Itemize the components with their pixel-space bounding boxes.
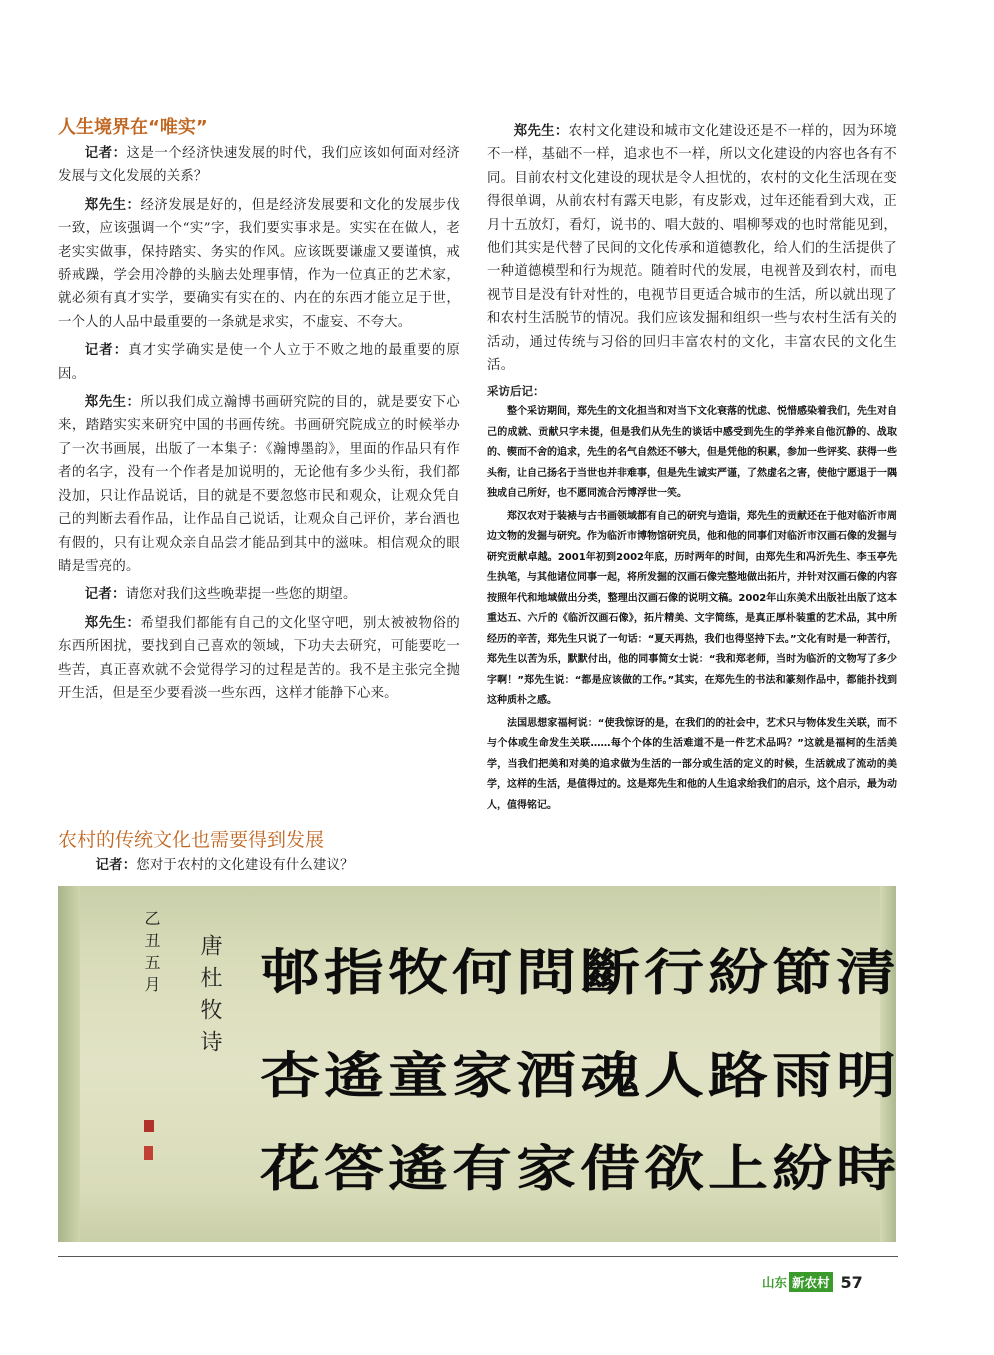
- calligraphy-character: 問: [516, 944, 576, 1002]
- speaker-label: 记者：: [84, 145, 127, 161]
- calligraphy-character: 花: [260, 1140, 320, 1198]
- speaker-label: 记者：: [95, 857, 137, 873]
- calligraphy-character: 上: [708, 1140, 768, 1198]
- section-rural-culture: [58, 828, 878, 877]
- paragraph: [58, 612, 460, 706]
- calligraphy-character: 紛: [708, 944, 768, 1002]
- paragraph-text: 农村文化建设和城市文化建设还是不一样的，因为环境不一样，基础不一样，追求也不一样，所以文化建设的内容也各有不同。目前农村文化建设的现状是令人担忧的，农村的文化生活现在变得很单调，从前农村有露天电影，有皮影戏，过年还能看到大戏，正月十五放灯，看灯，说书的、唱大鼓的、唱柳琴戏的也时常能见到，他们其实是代替了民间的文化传承和道德教化，给人们的生活提供了一种道德模型和行为规范。随着时代的发展，电视普及到农村，而电视节目是没有针对性的，电视节目更适合城市的生活，所以就出现了和农村生活脱节的情况。我们应该发掘和组织一些与农村生活有关的活动，通过传统与习俗的回归丰富农村的文化，丰富农民的文化生活。: [487, 124, 897, 374]
- calligraphy-character: 邨: [260, 944, 320, 1002]
- calligraphy-row: [258, 1134, 896, 1204]
- calligraphy-character: 遙: [388, 1140, 448, 1198]
- calligraphy-character: 答: [324, 1140, 384, 1198]
- speaker-label: 郑先生：: [84, 614, 141, 631]
- afterword-title: 采访后记：: [487, 384, 545, 399]
- calligraphy-row: [258, 938, 896, 1008]
- calligraphy-character: 時: [836, 1140, 896, 1198]
- paragraph-text: 所以我们成立瀚博书画研究院的目的，就是要安下心来，踏踏实实来研究中国的书画传统。书画研究院成立的时候举办了一次书画展，出版了一本集子：《瀚博墨韵》，里面的作品只有作者的名字，没有一个作者是加说明的，无论他有多少头衔，我们都没加，只让作品说话，目的就是不要忽悠市民和观众，让观众凭自己的判断去看作品，让作品自己说话，让观众自己评价，茅台酒也有假的，只有让观众亲自品尝才能品到其中的滋味。相信观众的眼睛是雪亮的。: [58, 395, 460, 574]
- paragraph: [58, 194, 460, 334]
- calligraphy-character: 杏: [260, 1047, 320, 1105]
- paragraph: [58, 583, 460, 606]
- scroll-edge-left: [58, 886, 80, 1242]
- magazine-logo: [762, 1272, 833, 1292]
- calligraphy-character: 家: [452, 1047, 512, 1105]
- calligraphy-character: 魂: [580, 1047, 640, 1105]
- paragraph-text: 请您对我们这些晚辈提一些您的期望。: [125, 587, 357, 603]
- paragraph: [58, 339, 460, 386]
- inscription-author: 唐杜牧诗: [197, 934, 222, 1062]
- afterword-paragraph: 法国思想家福柯说：“使我惊讶的是，在我们的的社会中，艺术只与物体发生关联，而不与个体或生命发生关联……每个个体的生活难道不是一件艺术品吗？”这就是福柯的生活美学，当我们把美和对美的追求做为生活的一部分或生活的定义的时候，生活就成了流动的美学，这样的生活，是值得过的。这是郑先生和他的人生追求给我们的启示，这个启示，最为动人，值得铭记。: [487, 717, 897, 811]
- inscription-date: 乙丑五月: [142, 910, 161, 998]
- seal-stamp: [144, 1120, 154, 1132]
- calligraphy-artwork: [58, 886, 896, 1242]
- calligraphy-character: 遙: [324, 1047, 384, 1105]
- paragraph: [58, 391, 460, 578]
- logo-box: 新农村: [789, 1272, 833, 1292]
- calligraphy-character: 紛: [772, 1140, 832, 1198]
- speaker-label: 记者：: [84, 342, 129, 359]
- paragraph-text: 真才实学确实是使一个人立于不败之地的最重要的原因。: [58, 343, 460, 382]
- page-footer: [762, 1262, 863, 1302]
- calligraphy-character: 有: [452, 1140, 512, 1198]
- footer-divider: [58, 1256, 898, 1257]
- seal-stamp: [144, 1146, 153, 1160]
- calligraphy-row: [258, 1041, 896, 1111]
- right-column: [487, 120, 897, 818]
- section-heading: 人生境界在“唯实”: [58, 117, 208, 138]
- paragraph-text: 这是一个经济快速发展的时代，我们应该如何面对经济发展与文化发展的关系？: [58, 146, 460, 185]
- calligraphy-character: 行: [644, 944, 704, 1002]
- paragraph: [58, 854, 878, 877]
- page-number: 57: [840, 1272, 863, 1292]
- speaker-label: 郑先生：: [84, 196, 141, 213]
- calligraphy-character: 酒: [516, 1047, 576, 1105]
- calligraphy-character: 路: [708, 1047, 768, 1105]
- calligraphy-character: 牧: [388, 944, 448, 1002]
- logo-prefix: 山东: [762, 1275, 788, 1290]
- calligraphy-character: 人: [644, 1047, 704, 1105]
- calligraphy-character: 斷: [580, 944, 640, 1002]
- afterword-paragraph: 整个采访期间，郑先生的文化担当和对当下文化衰落的忧虑、悦惜感染着我们，先生对自己的成就、贡献只字未提，但是我们从先生的谈话中感受到先生的学养来自他沉静的、战取的、锲而不舍的追求，先生的名气自然还不够大，但是凭他的积累，参加一些评奖、获得一些头衔，让自己扬名于当世也并非难事，但是先生诚实严谨，了然虚名之害，使他宁愿退于一隅独成自己所好，也不愿同流合污博浮世一笑。: [487, 406, 897, 500]
- calligraphy-character: 借: [580, 1140, 640, 1198]
- afterword-paragraph: 郑汉农对于装裱与古书画领域都有自己的研究与造诣，郑先生的贡献还在于他对临沂市周边文物的发掘与研究。作为临沂市博物馆研究员，他和他的同事们对临沂市汉画石像的发掘与研究贡献卓越。2001年初到2002年底，历时两年的时间，由郑先生和冯沂先生、李玉亭先生执笔，与其他诸位同事一起，将所发掘的汉画石像完整地做出拓片，并针对汉画石像的内容按照年代和地域做出分类，整理出汉画石像的说明文稿。2002年山东美术出版社出版了这本重达五、六斤的《临沂汉画石像》，拓片精美、文字简练，是真正厚朴装重的艺术品，其中所经历的辛苦，郑先生只说了一句话：“夏天再热，我们也得坚持下去。”文化有时是一种苦行，郑先生以苦为乐，默默付出，他的同事简女士说：“我和郑老师，当时为临沂的文物写了多少字啊！”郑先生说：“都是应该做的工作。”其实，在郑先生的书法和篆刻作品中，都能扑找到这种质朴之感。: [487, 510, 897, 707]
- calligraphy-character: 清: [836, 944, 896, 1002]
- calligraphy-character: 欲: [644, 1140, 704, 1198]
- paragraph-text: 您对于农村的文化建设有什么建议？: [136, 858, 354, 873]
- paragraph-text: 经济发展是好的，但是经济发展要和文化的发展步伐一致，应该强调一个“实”字，我们要实事求是。实实在在做人，老老实实做事，保持踏实、务实的作风。应该既要谦虚又要谨慎，戒骄戒躁，学会用冷静的头脑去处理事情，作为一位真正的艺术家，就必须有真才实学，要确实有实在的、内在的东西才能立足于世，一个人的人品中最重要的一条就是求实，不虚妄、不夸大。: [58, 197, 460, 330]
- speaker-label: 记者：: [84, 586, 126, 603]
- calligraphy-character: 童: [388, 1047, 448, 1105]
- calligraphy-character: 節: [772, 944, 832, 1002]
- paragraph-text: 希望我们都能有自己的文化坚守吧，别太被被物俗的东西所困扰，要找到自己喜欢的领域，下功夫去研究，可能要吃一些苦，真正喜欢就不会觉得学习的过程是苦的。我不是主张完全抛开生活，但是至少要看淡一些东西，这样才能静下心来。: [58, 615, 460, 701]
- section-heading: 农村的传统文化也需要得到发展: [58, 829, 325, 851]
- speaker-label: 郑先生：: [513, 123, 569, 139]
- calligraphy-character: 何: [452, 944, 512, 1002]
- calligraphy-character: 指: [324, 944, 384, 1002]
- calligraphy-character: 雨: [772, 1047, 832, 1105]
- calligraphy-character: 家: [516, 1140, 576, 1198]
- left-column: [58, 116, 460, 710]
- paragraph: [487, 120, 897, 377]
- paragraph: [58, 142, 460, 189]
- speaker-label: 郑先生：: [84, 394, 141, 411]
- calligraphy-character: 明: [836, 1047, 896, 1105]
